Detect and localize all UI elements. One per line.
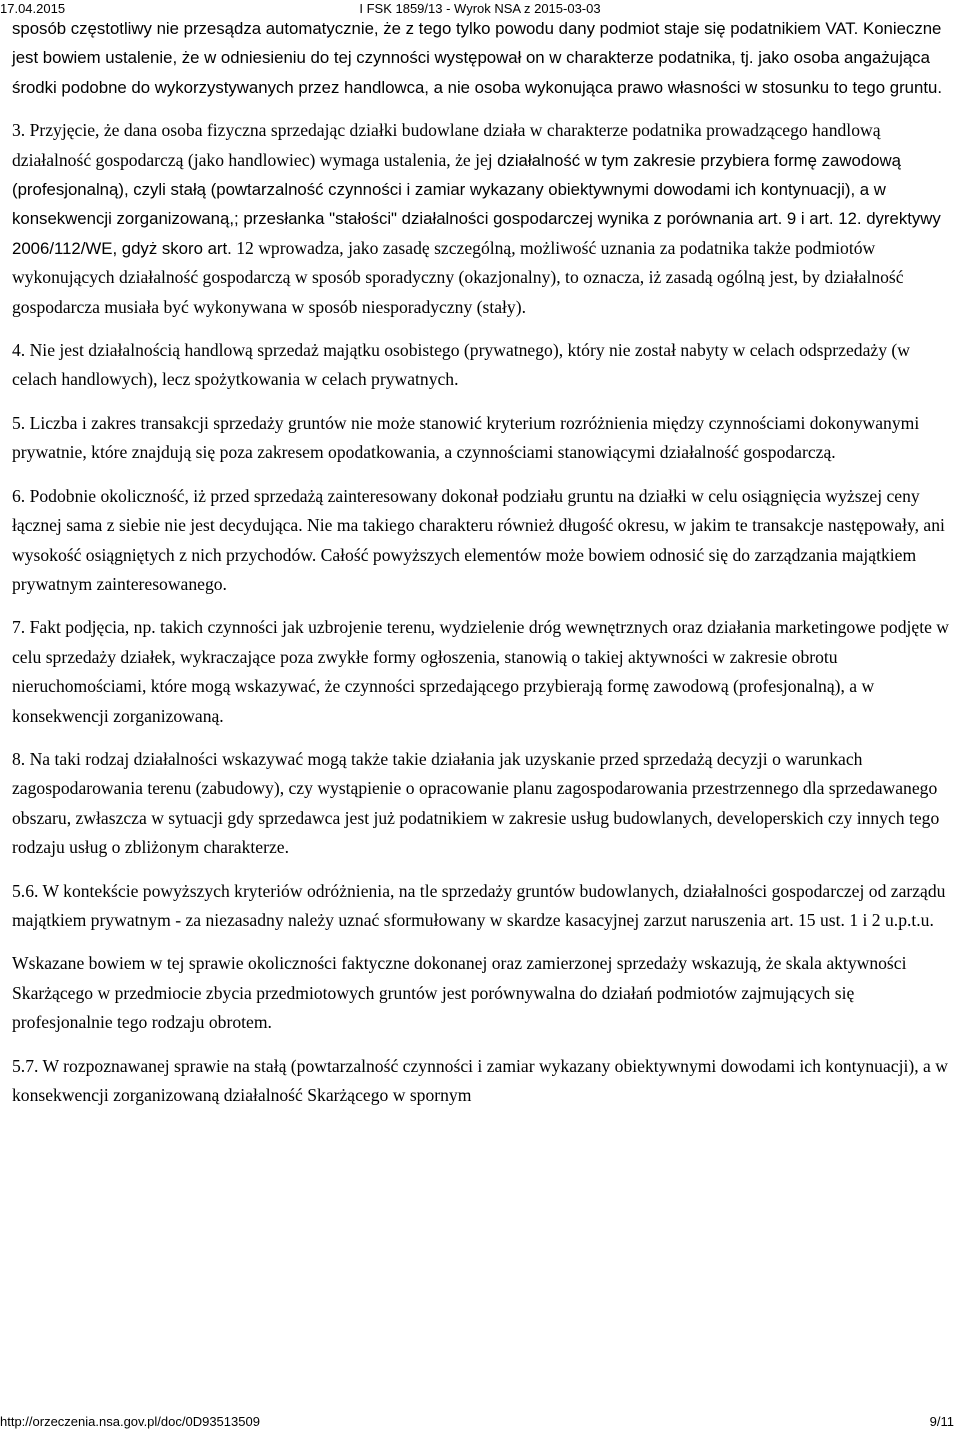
paragraph-5-7: 5.7. W rozpoznawanej sprawie na stałą (powtarzalność czynności i zamiar wykazany obiektywnymi dowodami ich kontynuacji), a w konsekwencji zorganizowaną działalność Skarżącego w spornym [12,1055,948,1105]
document-url: http://orzeczenia.nsa.gov.pl/doc/0D93513509 [0,1414,260,1429]
paragraph-6: 6. Podobnie okoliczność, iż przed sprzedażą zainteresowany dokonał podziału gruntu na działki w celu osiągnięcia wyższej ceny łącznej sama z siebie nie jest decydująca. Nie ma takiego charakteru również długość okresu, w jakim te transakcje następowały, ani wysokość osiągniętych z nich przychodów. Całość powyższych elementów może bowiem odnosić się do zarządzania majątkiem prywatnym zainteresowanego. [12,485,945,594]
print-date: 17.04.2015 [0,1,66,16]
paragraph-3-part-3: 12 wprowadza, jako zasadę szczególną, możliwość uznania za podatnika także podmiotów wykonujących działalność gospodarczą w sposób sporadyczny (okazjonalny), to oznacza, iż zasadą ogólną jest, by działalność gospodarcza musiała być wykonywana w sposób niesporadyczny (stały). [12,237,904,317]
paragraph-wskazane: Wskazane bowiem w tej sprawie okoliczności faktyczne dokonanej oraz zamierzonej sprzedaży wskazują, że skala aktywności Skarżącego w przedmiocie zbycia przedmiotowych gruntów jest porównywalna do działań podmiotów zajmujących się profesjonalnie tego rodzaju obrotem. [12,953,907,1033]
document-body [12,14,952,1124]
paragraph-7: 7. Fakt podjęcia, np. takich czynności jak uzbrojenie terenu, wydzielenie dróg wewnętrznych oraz działania marketingowe podjęte w celu sprzedaży działek, wykraczające poza zwykłe formy ogłoszenia, stanowią o takiej aktywności w zakresie obrotu nieruchomościami, które mogą wskazywać, że czynności sprzedającego przybierają formę zawodową (profesjonalną), a w konsekwencji zorganizowaną. [12,617,949,726]
paragraph-continuation: sposób częstotliwy nie przesądza automatycznie, że z tego tylko powodu dany podmiot staje się podatnikiem VAT. Konieczne jest bowiem ustalenie, że w odniesieniu do tej czynności występował on w charakterze podatnika, tj. jako osoba angażująca środki podobne do wykorzystywanych przez handlowca, a nie osoba wykonująca prawo własności w stosunku to tego gruntu. [12,19,943,97]
paragraph-8: 8. Na taki rodzaj działalności wskazywać mogą także takie działania jak uzyskanie przed sprzedażą decyzji o warunkach zagospodarowania terenu (zabudowy), czy wystąpienie o opracowanie planu zagospodarowania przestrzennego dla sprzedawanego obszaru, zwłaszcza w sytuacji gdy sprzedawca jest już podatnikiem w zakresie usług budowlanych, developerskich czy innych tego rodzaju usług o zbliżonym charakterze. [12,748,940,858]
paragraph-3-part-1: 3. Przyjęcie, że dana osoba fizyczna sprzedając działki budowlane działa w charakterze podatnika prowadzącego handlową działalność gospodarczą (jako handlowiec) wymaga ustalenia, że jej [12,120,881,170]
paragraph-3-part-2: działalność w tym zakresie przybiera formę zawodową (profesjonalną), czyli stałą (powtarzalność czynności i zamiar wykazany obiektywnymi dowodami ich kontynuacji), a w konsekwencji zorganizowaną,; przesłanka "stałości" działalności gospodarczej wynika z porównania art. 9 i art. 12. dyrektywy 2006/112/WE, gdyż skoro art. [12,150,941,258]
paragraph-3 [12,116,952,322]
paragraph-4: 4. Nie jest działalnością handlową sprzedaż majątku osobistego (prywatnego), który nie został nabyty w celach odsprzedaży (w celach handlowych), lecz spożytkowania w celach prywatnych. [12,340,910,390]
paragraph-5-6: 5.6. W kontekście powyższych kryteriów odróżnienia, na tle sprzedaży gruntów budowlanych, działalności gospodarczej od zarządu majątkiem prywatnym - za niezasadny należy uznać sformułowany w skardze kasacyjnej zarzut naruszenia art. 15 ust. 1 i 2 u.p.t.u. [12,880,946,930]
document-title: I FSK 1859/13 - Wyrok NSA z 2015-03-03 [359,1,601,16]
print-footer [0,1413,960,1431]
page-number: 9/11 [929,1414,954,1429]
paragraph-5: 5. Liczba i zakres transakcji sprzedaży gruntów nie może stanowić kryterium rozróżnienia między czynnościami dokonywanymi prywatnie, które znajdują się poza zakresem opodatkowania, a czynnościami stanowiącymi działalność gospodarczą. [12,412,920,463]
